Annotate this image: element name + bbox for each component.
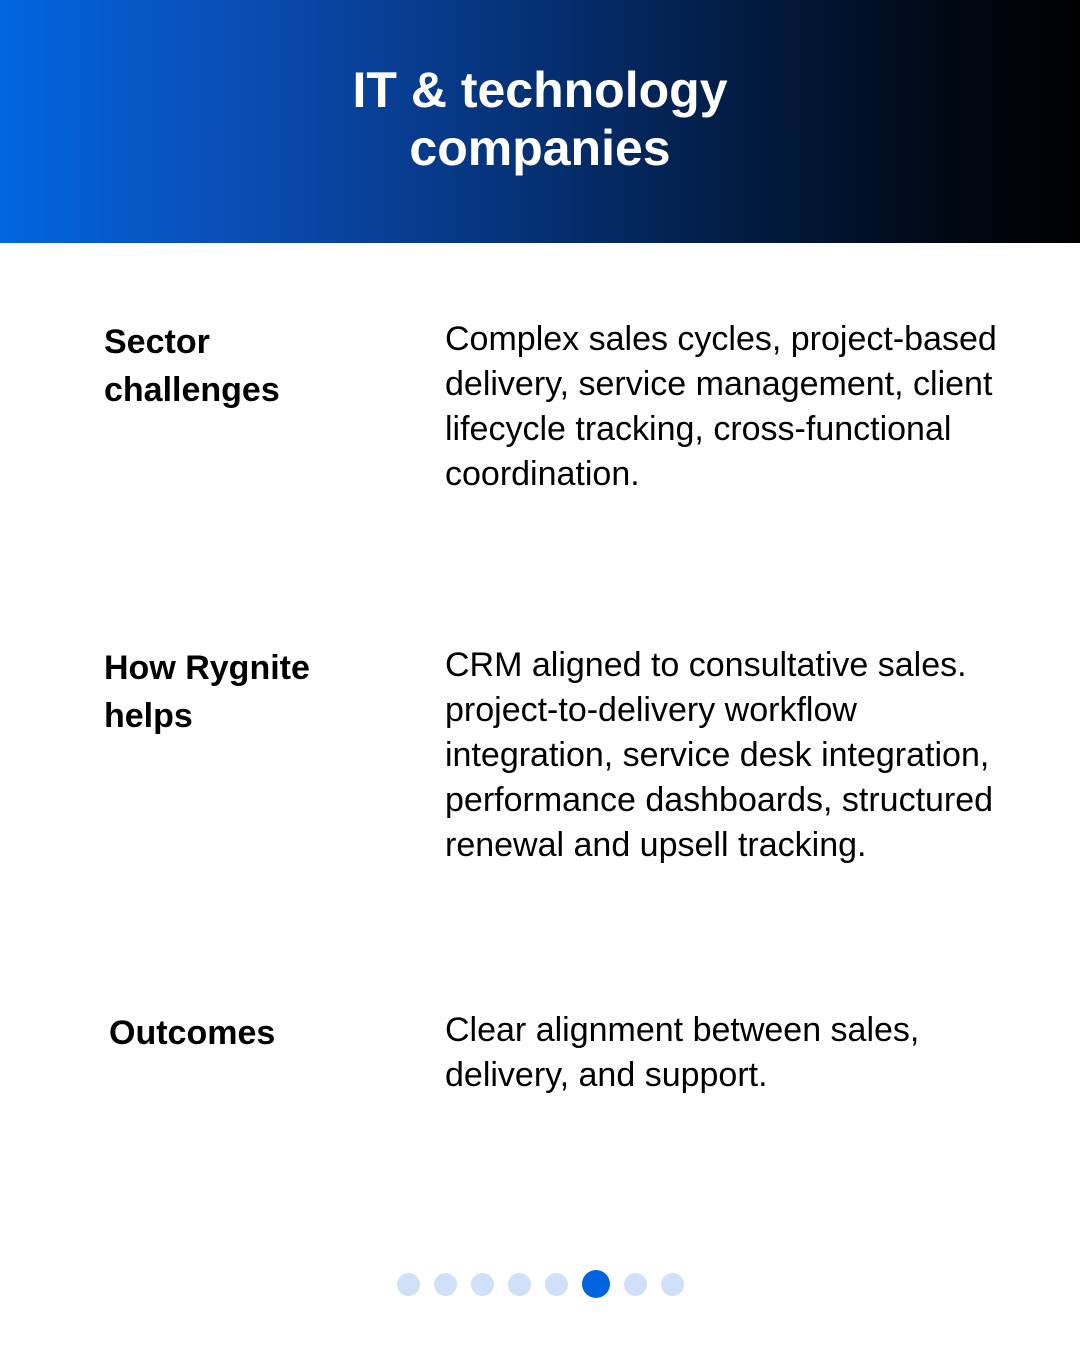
pagination-dot-3[interactable] xyxy=(471,1273,494,1296)
how-rygnite-helps-text: CRM aligned to consultative sales. project-to-delivery workflow integration, service desk integration, performance dashboards, structured renewal and upsell tracking. xyxy=(445,646,994,864)
how-rygnite-helps-label: How Rygnite helps xyxy=(104,649,310,735)
page-title-line-2: companies xyxy=(409,119,671,176)
pagination-dot-2[interactable] xyxy=(434,1273,457,1296)
page-title-line-1: IT & technology xyxy=(352,61,728,118)
outcomes-text: Clear alignment between sales, delivery, and support. xyxy=(445,1011,920,1094)
header-banner xyxy=(0,0,1080,243)
pagination-dot-1[interactable] xyxy=(397,1273,420,1296)
pagination-dot-7[interactable] xyxy=(624,1273,647,1296)
page-title xyxy=(240,61,840,177)
pagination-dot-6-active[interactable] xyxy=(582,1270,610,1298)
pagination-dot-5[interactable] xyxy=(545,1273,568,1296)
outcomes-label: Outcomes xyxy=(109,1014,276,1052)
sector-challenges-label: Sector challenges xyxy=(104,323,280,409)
pagination-dot-8[interactable] xyxy=(661,1273,684,1296)
carousel-pagination xyxy=(0,1270,1080,1298)
pagination-dot-4[interactable] xyxy=(508,1273,531,1296)
sector-challenges-text: Complex sales cycles, project-based delivery, service management, client lifecycle tracking, cross-functional coordination. xyxy=(445,320,997,493)
